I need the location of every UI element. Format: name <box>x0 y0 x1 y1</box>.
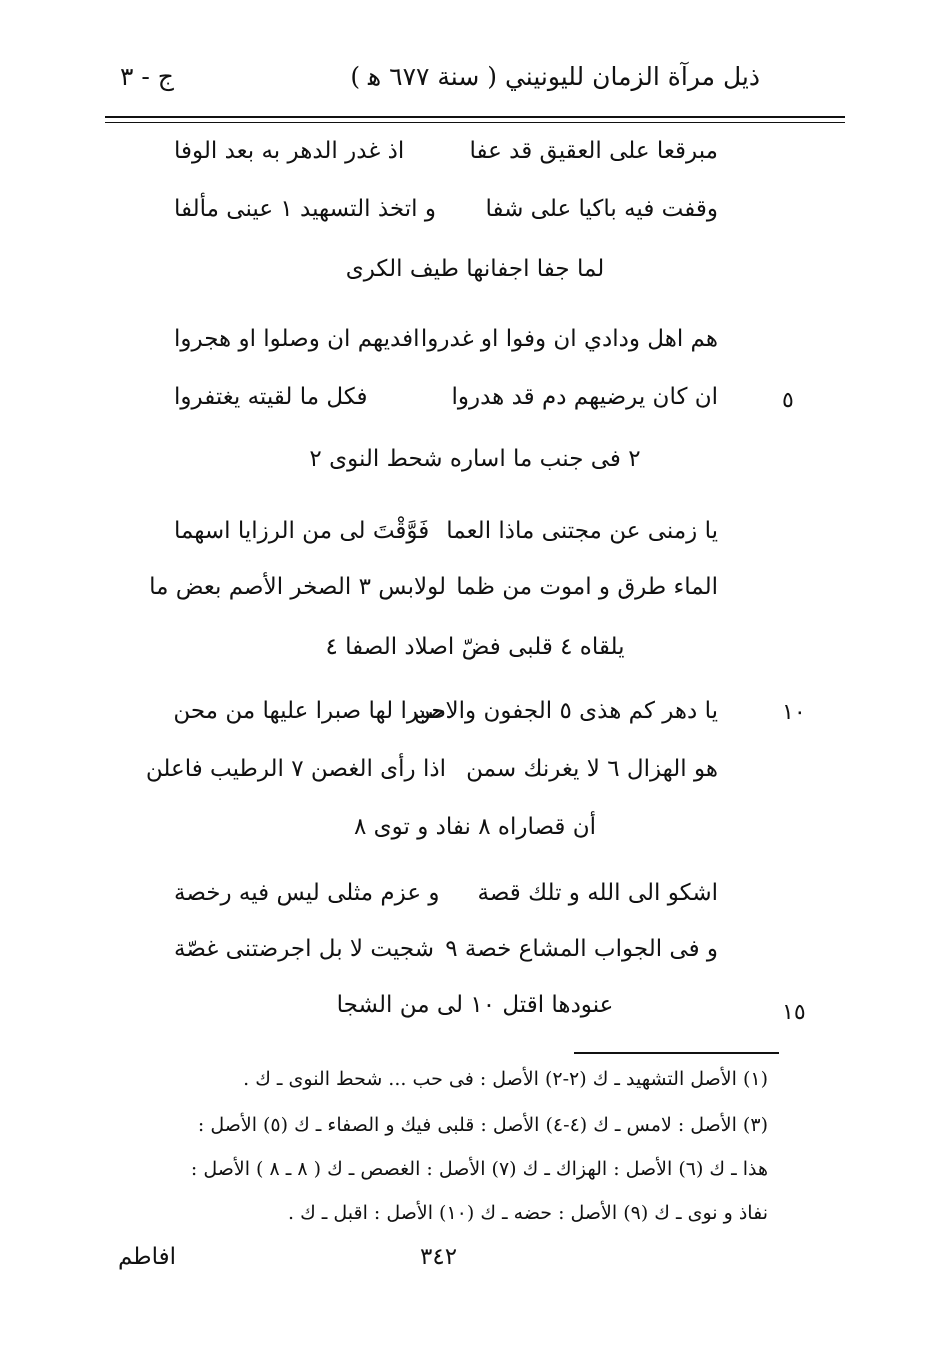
verse-line <box>173 880 718 906</box>
hemistich-right: مبرقعا على العقيق قد عفا <box>469 138 718 164</box>
hemistich-right: اشكو الى الله و تلك قصة <box>477 880 718 906</box>
hemistich-left: اذ غدر الدهر به بعد الوفا <box>174 138 405 164</box>
hemistich-left: فَوَّقْتَ لى من الرزايا اسهما <box>174 518 430 544</box>
verse-line <box>173 698 718 724</box>
page-number: ٣٤٢ <box>420 1244 458 1270</box>
hemistich-right: يا زمنى عن مجتنى ماذا العما <box>446 518 718 544</box>
verse-line <box>173 196 718 222</box>
hemistich-right: هو الهزال ٦ لا يغرنك سمن <box>466 756 718 782</box>
hemistich-right: الماء طرق و اموت من ظما <box>456 574 718 600</box>
hemistich-right: و فى الجواب المشاع خصة ٩ <box>445 936 718 962</box>
hemistich-left: و اتخذ التسهيد ١ عينى مألفا <box>174 196 436 222</box>
verse-line <box>173 936 718 962</box>
hemistich-left: و عزم مثلى ليس فيه رخصة <box>174 880 440 906</box>
refrain-line: لما جفا اجفانها طيف الكرى <box>345 256 605 282</box>
footnote-rule <box>574 1052 779 1054</box>
refrain-line: عنودها اقتل ١٠ لى من الشجا <box>336 992 614 1018</box>
header-rule <box>105 116 845 118</box>
hemistich-left: فكل ما لقيته يغتفروا <box>174 384 368 410</box>
hemistich-left: شجيت لا بل اجرضتنى غصّة <box>174 936 435 962</box>
verse-line <box>173 326 718 352</box>
running-header-volume: ج - ٣ <box>120 62 174 91</box>
footnote-line: (١) الأصل التشهيد ـ ك (٢-٢) الأصل : فى حب ... شحط النوى ـ ك . <box>243 1068 768 1090</box>
header-rule-thin <box>105 122 845 123</box>
hemistich-right: هم اهل ودادي ان وفوا او غدروا <box>420 326 718 352</box>
footnote-line: نفاذ و نوى ـ ك (٩) الأصل : حضه ـ ك (١٠) الأصل : اقبل ـ ك . <box>288 1202 768 1224</box>
hemistich-right: وقفت فيه باكيا على شفا <box>485 196 718 222</box>
line-number: ٥ <box>782 388 794 413</box>
refrain-line: أن قصاراه ٨ نفاد و توى ٨ <box>353 814 597 840</box>
verse-line <box>149 574 718 600</box>
verse-line <box>145 756 718 782</box>
line-number: ١٥ <box>782 1000 806 1025</box>
signature-mark: افاطم <box>118 1244 177 1270</box>
hemistich-right: يا دهر كم هذى ٥ الجفون والاحن <box>413 698 718 724</box>
verse-line <box>173 518 718 544</box>
hemistich-right: ان كان يرضيهم دم قد هدروا <box>451 384 718 410</box>
verse-line <box>173 384 718 410</box>
line-number: ١٠ <box>782 700 806 725</box>
hemistich-left: افديهم ان وصلوا او هجروا <box>174 326 420 352</box>
running-header-title: ذيل مرآة الزمان لليونيني ( سنة ٦٧٧ ﻫ ) <box>350 62 760 91</box>
hemistich-left: صبرا لها صبرا عليها من محن <box>173 698 446 724</box>
refrain-line: يلقاه ٤ قلبى فضّ اصلاد الصفا ٤ <box>325 634 625 660</box>
hemistich-left: لولابس ٣ الصخر الأصم بعض ما <box>149 574 446 600</box>
footnote-line: (٣) الأصل : لامس ـ ك (٤-٤) الأصل : قلبى فيك و الصفاء ـ ك (٥) الأصل : <box>197 1114 768 1136</box>
refrain-line: ٢ فى جنب ما اساره شحط النوى ٢ <box>309 446 641 472</box>
verse-line <box>173 138 718 164</box>
hemistich-left: اذا رأى الغصن ٧ الرطيب فاعلن <box>145 756 446 782</box>
footnote-line: هذا ـ ك (٦) الأصل : الهزاك ـ ك (٧) الأصل : الغصص ـ ك ( ٨ ـ ٨ ) الأصل : <box>190 1158 768 1180</box>
